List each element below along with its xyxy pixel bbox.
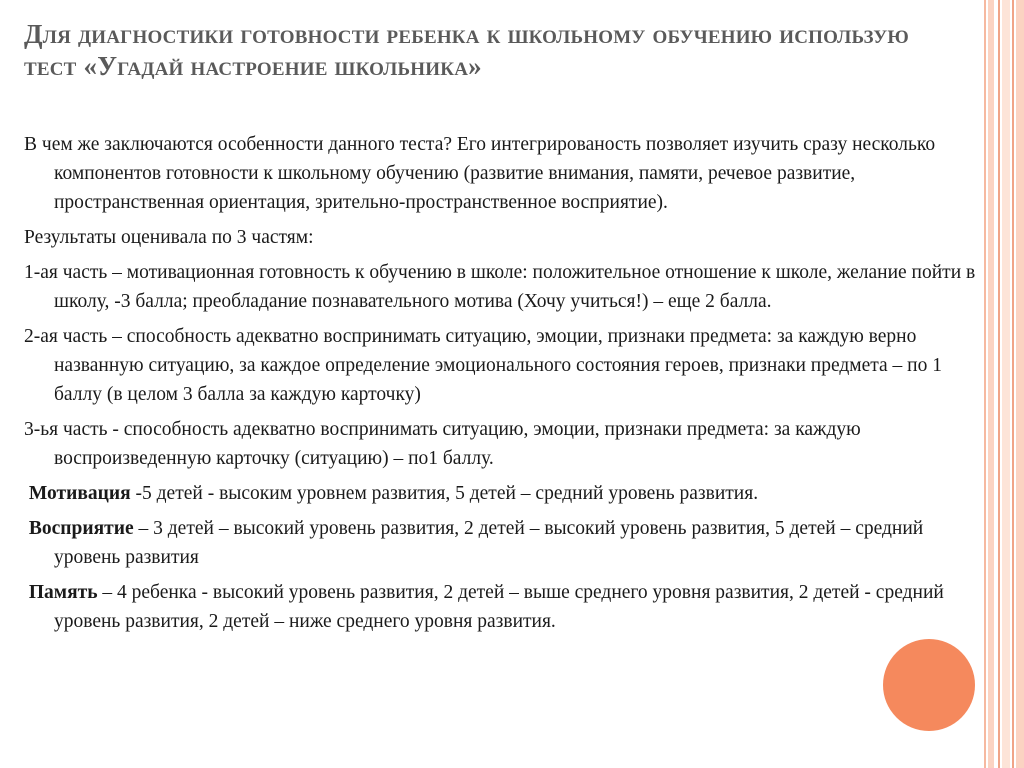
title-line-2: тест «Угадай настроение школьника» bbox=[24, 51, 482, 81]
result-perception bbox=[24, 514, 984, 572]
result-memory bbox=[24, 578, 984, 636]
slide-body bbox=[24, 130, 984, 642]
decorative-orange-circle bbox=[883, 639, 975, 731]
paragraph-part-2: 2-ая часть – способность адекватно воспринимать ситуацию, эмоции, признаки предмета: за каждую верно названную ситуацию, за каждое определение эмоционального состояния героев, признаки предмета – по 1 баллу (в целом 3 балла за каждую карточку) bbox=[24, 326, 942, 405]
result-text: -5 детей - высоким уровнем развития, 5 детей – средний уровень развития. bbox=[130, 483, 759, 504]
result-term: Восприятие bbox=[28, 518, 134, 539]
slide-title bbox=[24, 18, 964, 82]
result-term: Память bbox=[28, 582, 98, 603]
result-text: – 3 детей – высокий уровень развития, 2 детей – высокий уровень развития, 5 детей – средний уровень развития bbox=[54, 518, 924, 568]
paragraph-test-features: В чем же заключаются особенности данного теста? Его интегрированость позволяет изучить сразу несколько компонентов готовности к школьному обучению (развитие внимания, памяти, речевое развитие, пространственная ориентация, зрительно-пространственное восприятие). bbox=[24, 134, 936, 213]
paragraph-results-intro: Результаты оценивала по 3 частям: bbox=[24, 227, 314, 248]
decorative-side-stripes bbox=[982, 0, 1024, 768]
result-text: – 4 ребенка - высокий уровень развития, 2 детей – выше среднего уровня развития, 2 детей - средний уровень развития, 2 детей – ниже среднего уровня развития. bbox=[54, 582, 944, 632]
paragraph-part-3: 3-ья часть - способность адекватно воспринимать ситуацию, эмоции, признаки предмета: за каждую воспроизведенную карточку (ситуацию) – по1 баллу. bbox=[24, 419, 861, 469]
result-motivation bbox=[24, 479, 984, 508]
paragraph-part-1: 1-ая часть – мотивационная готовность к обучению в школе: положительное отношение к школе, желание пойти в школу, -3 балла; преобладание познавательного мотива (Хочу учиться!) – еще 2 балла. bbox=[24, 262, 976, 312]
title-line-1: Для диагностики готовности ребенка к школьному обучению использую bbox=[24, 19, 910, 49]
result-term: Мотивация bbox=[28, 483, 131, 504]
